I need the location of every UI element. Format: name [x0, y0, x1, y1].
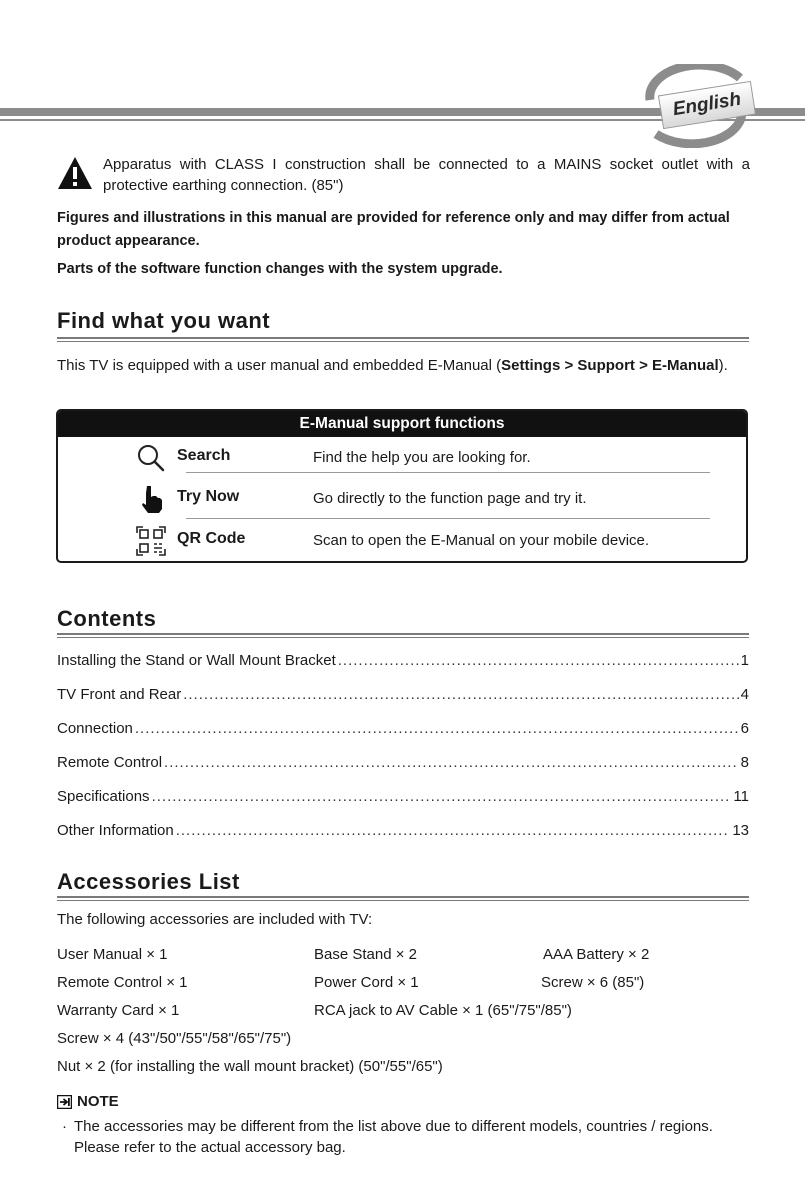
- accessory-item: Power Cord × 1: [314, 974, 419, 991]
- row-divider: [186, 518, 710, 519]
- accessory-item: AAA Battery × 2: [543, 946, 650, 963]
- note-heading: [57, 1093, 119, 1110]
- row-divider: [186, 472, 710, 473]
- section-title-find: Find what you want: [57, 308, 271, 333]
- toc-item: Remote Control ..... 8: [57, 754, 749, 774]
- language-label: English: [658, 81, 756, 129]
- emanual-row-qr-code: [128, 522, 708, 560]
- accessory-item: RCA jack to AV Cable × 1 (65"/75"/85"): [314, 1002, 572, 1019]
- toc-item: Other Information ..... 13: [57, 822, 749, 842]
- toc-item: Installing the Stand or Wall Mount Bracket ..... 1: [57, 652, 749, 672]
- find-intro: This TV is equipped with a user manual and embedded E-Manual (Settings > Support > E-Manual).: [57, 357, 728, 374]
- note-bullet: ·: [62, 1118, 67, 1135]
- function-desc: Go directly to the function page and try it.: [313, 490, 587, 507]
- warning-text: Apparatus with CLASS I construction shall be connected to a MAINS socket outlet with a protective earthing connection. (85"): [103, 156, 750, 194]
- function-name: Search: [177, 447, 231, 464]
- function-name: QR Code: [177, 530, 246, 547]
- section-rule: [57, 337, 749, 343]
- qr-code-icon: [136, 526, 166, 556]
- section-rule: [57, 896, 749, 902]
- section-title-accessories: Accessories List: [57, 869, 240, 894]
- accessory-item: Base Stand × 2: [314, 946, 417, 963]
- function-desc: Find the help you are looking for.: [313, 449, 531, 466]
- notice-reference: Figures and illustrations in this manual are provided for reference only and may differ from actual product appearance.: [57, 210, 730, 249]
- emanual-path: Settings > Support > E-Manual: [501, 357, 719, 374]
- accessories-intro: The following accessories are included with TV:: [57, 911, 373, 928]
- accessory-item: Remote Control × 1: [57, 974, 188, 991]
- accessory-item: Screw × 4 (43"/50"/55"/58"/65"/75"): [57, 1030, 292, 1047]
- accessory-item: Warranty Card × 1: [57, 1002, 180, 1019]
- language-badge: [636, 64, 756, 148]
- section-rule: [57, 633, 749, 639]
- warning-icon: [57, 156, 93, 190]
- emanual-row-try-now: [128, 480, 708, 518]
- toc-item: Connection ..... 6: [57, 720, 749, 740]
- notice-software: Parts of the software function changes with the system upgrade.: [57, 261, 503, 277]
- toc-item: Specifications ..... 11: [57, 788, 749, 808]
- hand-pointer-icon: [136, 484, 166, 514]
- note-icon: [57, 1095, 72, 1109]
- note-text: The accessories may be different from the list above due to different models, countries / regions. Please refer to the actual accessory bag.: [74, 1118, 713, 1156]
- section-title-contents: Contents: [57, 606, 157, 631]
- accessory-item: Screw × 6 (85"): [541, 974, 645, 991]
- note-label: NOTE: [77, 1093, 119, 1110]
- emanual-functions-table: [56, 409, 748, 563]
- emanual-table-title: E-Manual support functions: [58, 411, 746, 437]
- search-icon: [136, 443, 166, 473]
- accessory-item: User Manual × 1: [57, 946, 168, 963]
- function-desc: Scan to open the E-Manual on your mobile device.: [313, 532, 650, 549]
- toc-item: TV Front and Rear ..... 4: [57, 686, 749, 706]
- function-name: Try Now: [177, 488, 240, 505]
- accessory-item: Nut × 2 (for installing the wall mount bracket) (50"/55"/65"): [57, 1058, 443, 1075]
